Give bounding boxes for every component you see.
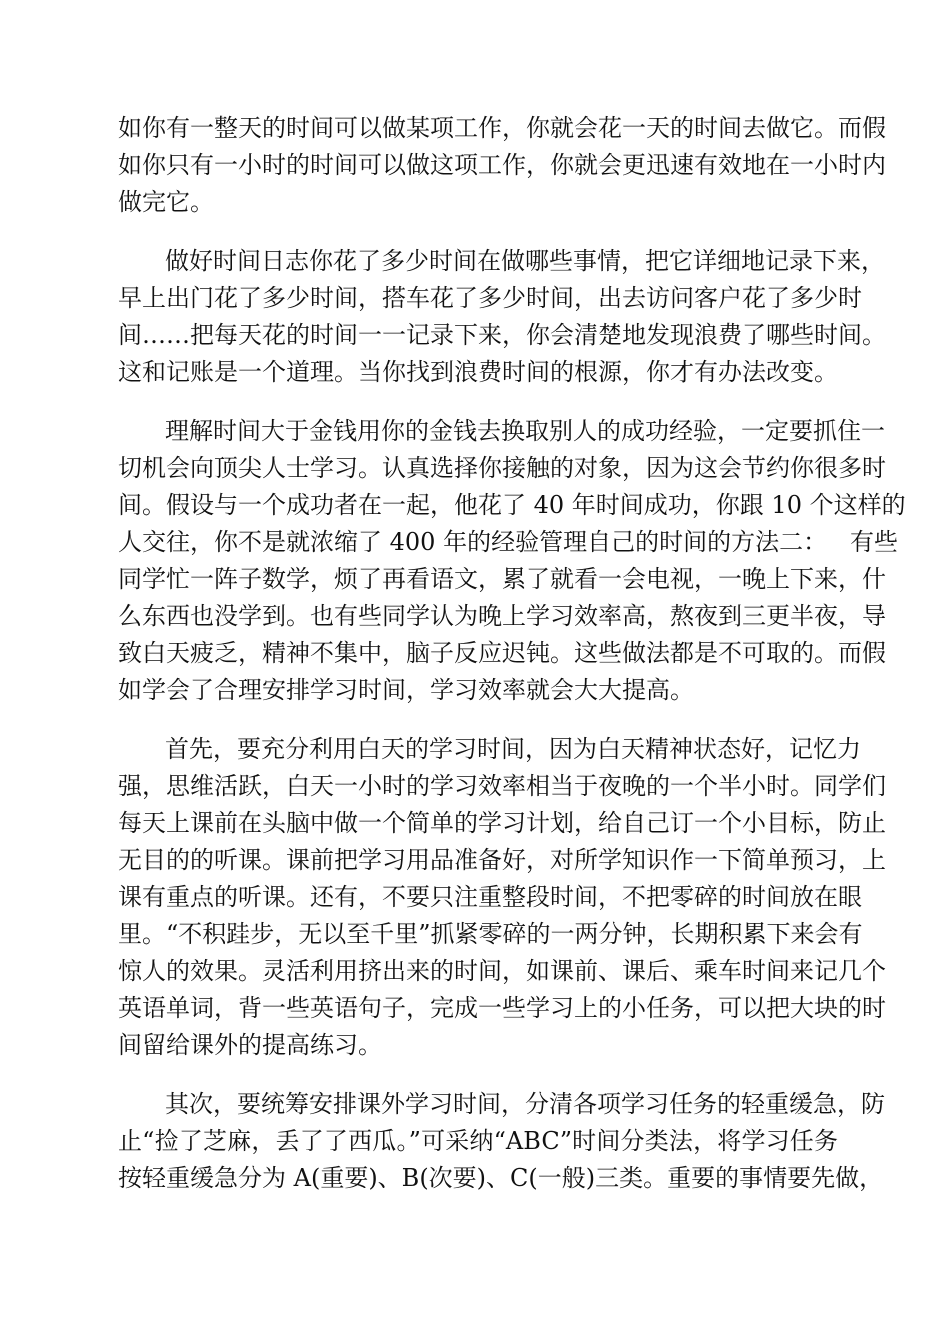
text-line: 致白天疲乏，精神不集中，脑子反应迟钝。这些做法都是不可取的。而假 <box>118 639 886 667</box>
text-line: 强，思维活跃，白天一小时的学习效率相当于夜晚的一个半小时。同学们 <box>118 772 886 800</box>
text-line: 首先，要充分利用白天的学习时间，因为白天精神状态好，记忆力 <box>165 735 861 763</box>
paragraph-4 <box>118 731 886 1064</box>
text-line: 切机会向顶尖人士学习。认真选择你接触的对象，因为这会节约你很多时 <box>118 454 886 482</box>
text-line: 其次，要统筹安排课外学习时间，分清各项学习任务的轻重缓急，防 <box>165 1090 885 1118</box>
text-line: 做完它。 <box>118 188 214 216</box>
text-line: 同学忙一阵子数学，烦了再看语文，累了就看一会电视，一晚上下来，什 <box>118 565 886 593</box>
text-line: 理解时间大于金钱用你的金钱去换取别人的成功经验，一定要抓住一 <box>165 417 885 445</box>
text-line: 按轻重缓急分为 A(重要)、B(次要)、C(一般)三类。重要的事情要先做， <box>118 1164 884 1192</box>
text-line: 如你只有一小时的时间可以做这项工作，你就会更迅速有效地在一小时内 <box>118 151 886 179</box>
text-line: 间……把每天花的时间一一记录下来，你会清楚地发现浪费了哪些时间。 <box>118 321 886 349</box>
text-line: 间。假设与一个成功者在一起，他花了 40 年时间成功，你跟 10 个这样的 <box>118 491 906 519</box>
text-line: 止“捡了芝麻，丢了了西瓜。”可采纳“ABC”时间分类法，将学习任务 <box>118 1127 838 1155</box>
paragraph-2 <box>118 243 886 391</box>
text-line: 人交往，你不是就浓缩了 400 年的经验管理自己的时间的方法二： 有些 <box>118 528 898 556</box>
text-line: 课有重点的听课。还有，不要只注重整段时间，不把零碎的时间放在眼 <box>118 883 862 911</box>
text-line: 么东西也没学到。也有些同学认为晚上学习效率高，熬夜到三更半夜，导 <box>118 602 886 630</box>
paragraph-1 <box>118 110 886 221</box>
document-page <box>118 110 906 1219</box>
text-line: 如学会了合理安排学习时间，学习效率就会大大提高。 <box>118 676 694 704</box>
paragraph-3 <box>118 413 906 709</box>
text-line: 做好时间日志你花了多少时间在做哪些事情，把它详细地记录下来， <box>165 247 885 275</box>
paragraph-5 <box>118 1086 885 1197</box>
text-line: 每天上课前在头脑中做一个简单的学习计划，给自己订一个小目标，防止 <box>118 809 886 837</box>
text-line: 里。“不积跬步，无以至千里”抓紧零碎的一两分钟，长期积累下来会有 <box>118 920 863 948</box>
text-line: 这和记账是一个道理。当你找到浪费时间的根源，你才有办法改变。 <box>118 358 838 386</box>
text-line: 早上出门花了多少时间，搭车花了多少时间，出去访问客户花了多少时 <box>118 284 862 312</box>
text-line: 英语单词，背一些英语句子，完成一些学习上的小任务，可以把大块的时 <box>118 994 886 1022</box>
text-line: 间留给课外的提高练习。 <box>118 1031 382 1059</box>
text-line: 无目的的听课。课前把学习用品准备好，对所学知识作一下简单预习，上 <box>118 846 886 874</box>
text-line: 如你有一整天的时间可以做某项工作，你就会花一天的时间去做它。而假 <box>118 114 886 142</box>
text-line: 惊人的效果。灵活利用挤出来的时间，如课前、课后、乘车时间来记几个 <box>118 957 886 985</box>
